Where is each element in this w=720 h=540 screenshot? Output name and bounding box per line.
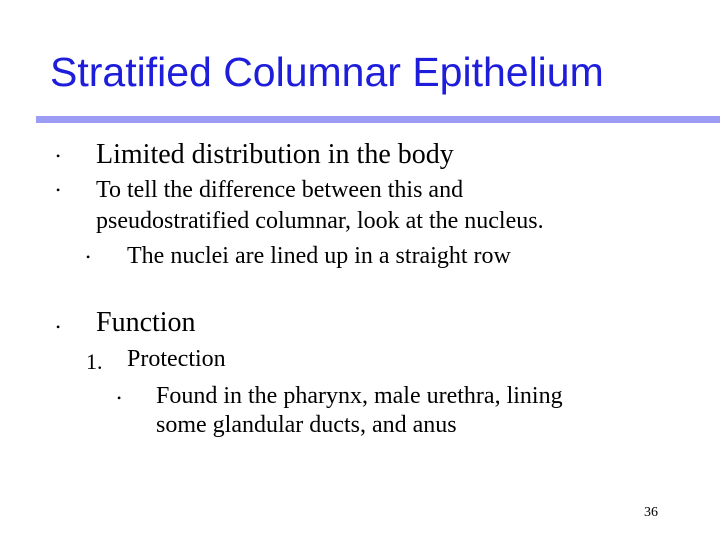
- slide-title: Stratified Columnar Epithelium: [50, 49, 604, 95]
- bullet-text-found-line-1: Found in the pharynx, male urethra, lining: [156, 383, 563, 409]
- list-number: 1.: [86, 349, 103, 374]
- bullet-icon: •: [56, 149, 61, 163]
- bullet-text-function: Function: [96, 307, 196, 338]
- bullet-text-nuclei: The nuclei are lined up in a straight row: [127, 243, 511, 269]
- page-number: 36: [644, 505, 658, 520]
- bullet-icon: •: [56, 183, 61, 197]
- bullet-icon: •: [56, 320, 61, 334]
- title-underline: [36, 116, 720, 123]
- bullet-text-found-line-2: some glandular ducts, and anus: [156, 412, 457, 438]
- bullet-text-difference-line-2: pseudostratified columnar, look at the nucleus.: [96, 208, 544, 234]
- bullet-text-difference-line-1: To tell the difference between this and: [96, 177, 464, 203]
- bullet-icon: •: [117, 391, 122, 405]
- bullet-icon: •: [86, 250, 91, 264]
- list-text-protection: Protection: [127, 346, 226, 372]
- bullet-text-distribution: Limited distribution in the body: [96, 139, 454, 170]
